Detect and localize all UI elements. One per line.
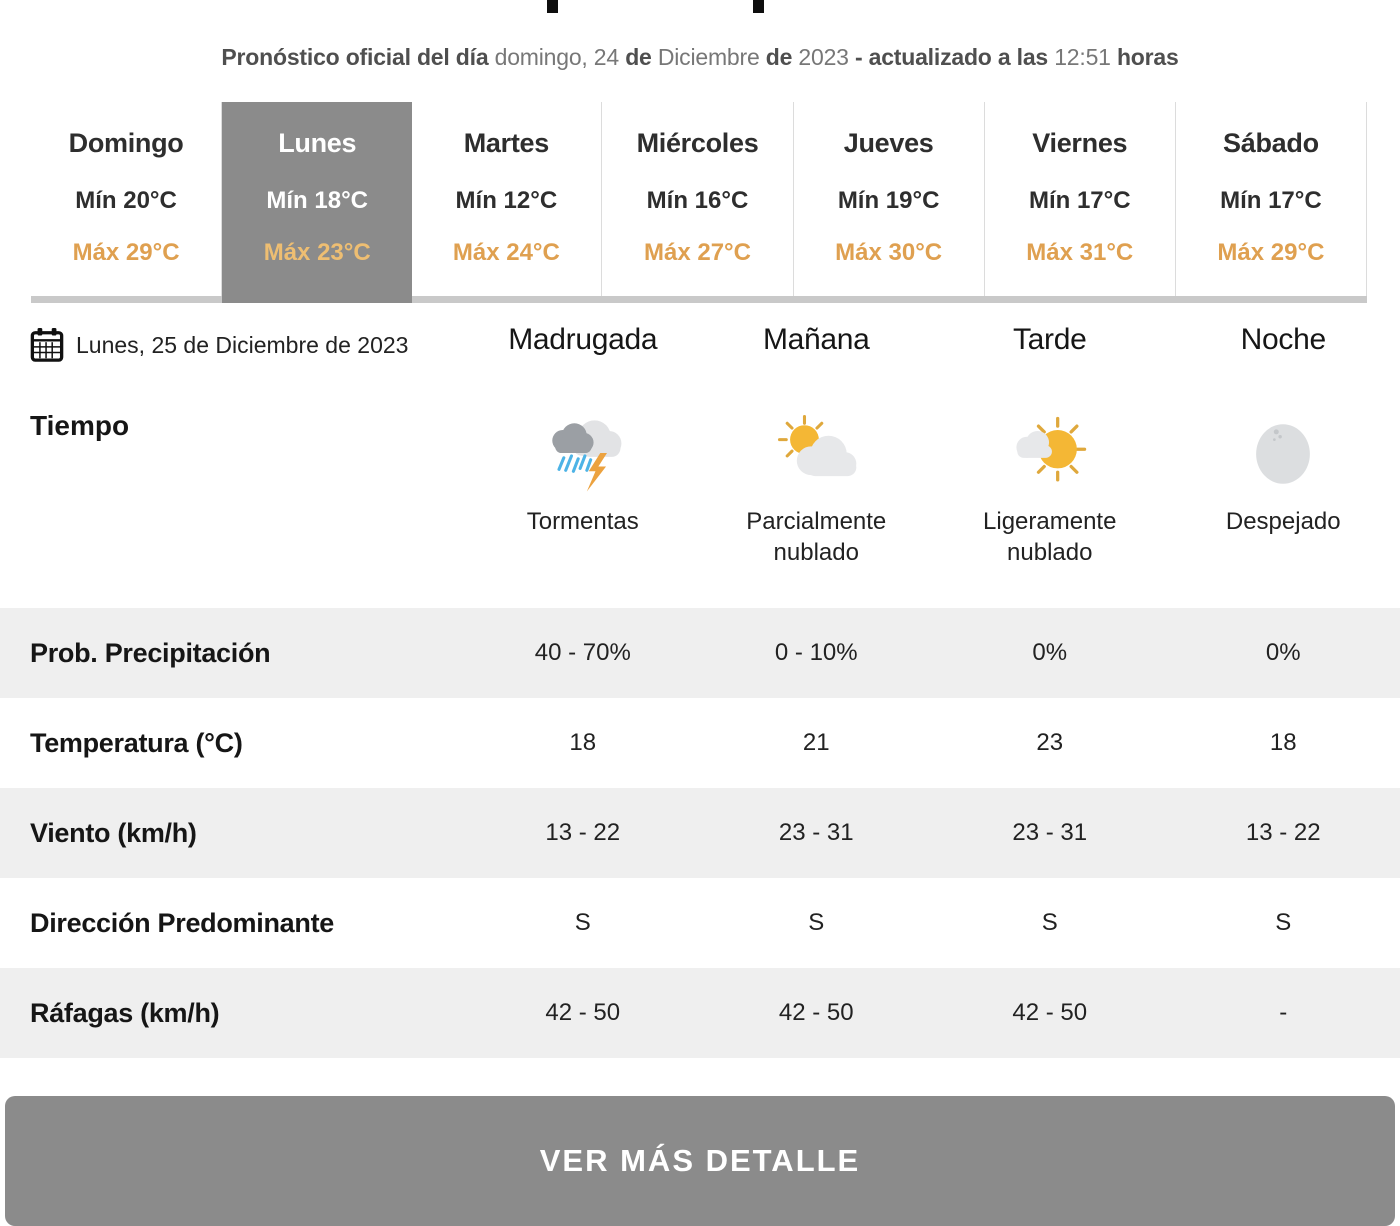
slightly-cloudy-icon (1002, 410, 1098, 498)
row-value: 42 - 50 (545, 999, 621, 1026)
day-name: Sábado (1223, 128, 1319, 158)
subtitle-part: de (765, 44, 793, 70)
period-header-noche: Noche (1240, 323, 1326, 356)
day-min-temp: Mín 18°C (266, 187, 369, 214)
forecast-row-wind (0, 788, 1400, 878)
condition-noche (1167, 410, 1400, 568)
subtitle-part: Pronóstico oficial del día (221, 44, 489, 70)
row-value: 0% (1032, 639, 1068, 666)
row-value: S (574, 909, 591, 936)
day-tab-domingo[interactable] (31, 102, 222, 296)
row-label-tiempo: Tiempo (30, 410, 130, 441)
day-max-temp: Máx 23°C (263, 239, 371, 266)
cropped-title-fragment (547, 0, 558, 13)
row-value: S (1275, 909, 1292, 936)
row-value: 13 - 22 (545, 819, 621, 846)
subtitle-part: Diciembre (651, 44, 766, 70)
day-name: Lunes (278, 128, 357, 158)
row-value: 18 (569, 729, 597, 756)
row-label: Temperatura (°C) (30, 727, 243, 758)
day-tab-lunes-selected[interactable] (222, 102, 412, 303)
row-label: Viento (km/h) (30, 817, 197, 848)
day-max-temp: Máx 30°C (835, 239, 943, 266)
period-headers (0, 323, 1400, 357)
condition-madrugada (466, 410, 700, 568)
day-max-temp: Máx 29°C (72, 239, 180, 266)
row-value: 42 - 50 (778, 999, 854, 1026)
forecast-row-precipitation (0, 608, 1400, 698)
forecast-row-gusts (0, 968, 1400, 1058)
row-label: Prob. Precipitación (30, 637, 271, 668)
day-min-temp: Mín 17°C (1220, 187, 1322, 214)
day-max-temp: Máx 31°C (1026, 239, 1134, 266)
forecast-row-wind-direction (0, 878, 1400, 968)
day-min-temp: Mín 20°C (75, 187, 177, 214)
day-tab-miercoles[interactable] (602, 102, 793, 296)
day-max-temp: Máx 24°C (452, 239, 560, 266)
day-tab-martes[interactable] (411, 102, 602, 296)
condition-label: Despejado (1225, 508, 1341, 535)
day-min-temp: Mín 12°C (455, 187, 558, 214)
row-value: 23 - 31 (778, 819, 854, 846)
cropped-title-fragment (753, 0, 764, 13)
day-tabs (31, 102, 1367, 296)
day-name: Martes (463, 128, 549, 158)
day-name: Viernes (1032, 128, 1128, 158)
day-name: Miércoles (636, 128, 759, 158)
period-header-madrugada: Madrugada (508, 323, 658, 356)
day-name: Domingo (68, 128, 184, 158)
condition-label: Parcialmente nublado (746, 508, 887, 566)
condition-label: Tormentas (526, 508, 639, 535)
day-min-temp: Mín 19°C (837, 187, 940, 214)
row-label: Dirección Predominante (30, 907, 334, 938)
row-value: 13 - 22 (1245, 819, 1321, 846)
row-value: S (808, 909, 825, 936)
day-tab-viernes[interactable] (985, 102, 1176, 296)
day-max-temp: Máx 27°C (644, 239, 751, 266)
clear-night-icon (1235, 410, 1331, 498)
condition-label: Ligeramente nublado (983, 508, 1117, 566)
condition-tarde (933, 410, 1167, 568)
day-max-temp: Máx 29°C (1217, 239, 1325, 266)
subtitle-part: domingo, 24 (488, 44, 626, 70)
ver-mas-detalle-button[interactable]: VER MÁS DETALLE (5, 1096, 1395, 1226)
row-value: S (1041, 909, 1058, 936)
forecast-row-temperature (0, 698, 1400, 788)
period-header-manana: Mañana (762, 323, 870, 356)
row-value: - (1279, 999, 1288, 1026)
subtitle-part: 2023 (792, 44, 855, 70)
row-value: 0 - 10% (774, 639, 858, 666)
day-min-temp: Mín 17°C (1028, 187, 1131, 214)
storm-icon (535, 410, 631, 498)
row-value: 40 - 70% (534, 639, 631, 666)
subtitle-part: - actualizado a las (854, 44, 1049, 70)
subtitle-part: horas (1116, 44, 1179, 70)
period-header-tarde: Tarde (1012, 323, 1087, 356)
subtitle-part: de (625, 44, 652, 70)
row-value: 18 (1269, 729, 1297, 756)
row-value: 21 (802, 729, 830, 756)
day-tab-jueves[interactable] (794, 102, 985, 296)
row-value: 23 - 31 (1012, 819, 1088, 846)
row-value: 23 (1036, 729, 1064, 756)
partly-cloudy-icon (768, 410, 864, 498)
row-value: 42 - 50 (1012, 999, 1088, 1026)
day-min-temp: Mín 16°C (646, 187, 749, 214)
subtitle-part: 12:51 (1048, 44, 1117, 70)
condition-manana (700, 410, 934, 568)
weather-conditions-row (0, 410, 1400, 568)
row-value: 0% (1265, 639, 1301, 666)
row-label: Ráfagas (km/h) (30, 997, 220, 1028)
day-tab-sabado[interactable] (1176, 102, 1367, 296)
day-name: Jueves (843, 128, 934, 158)
forecast-subtitle (0, 44, 1400, 71)
selected-date: Lunes, 25 de Diciembre de 2023 (76, 331, 409, 358)
